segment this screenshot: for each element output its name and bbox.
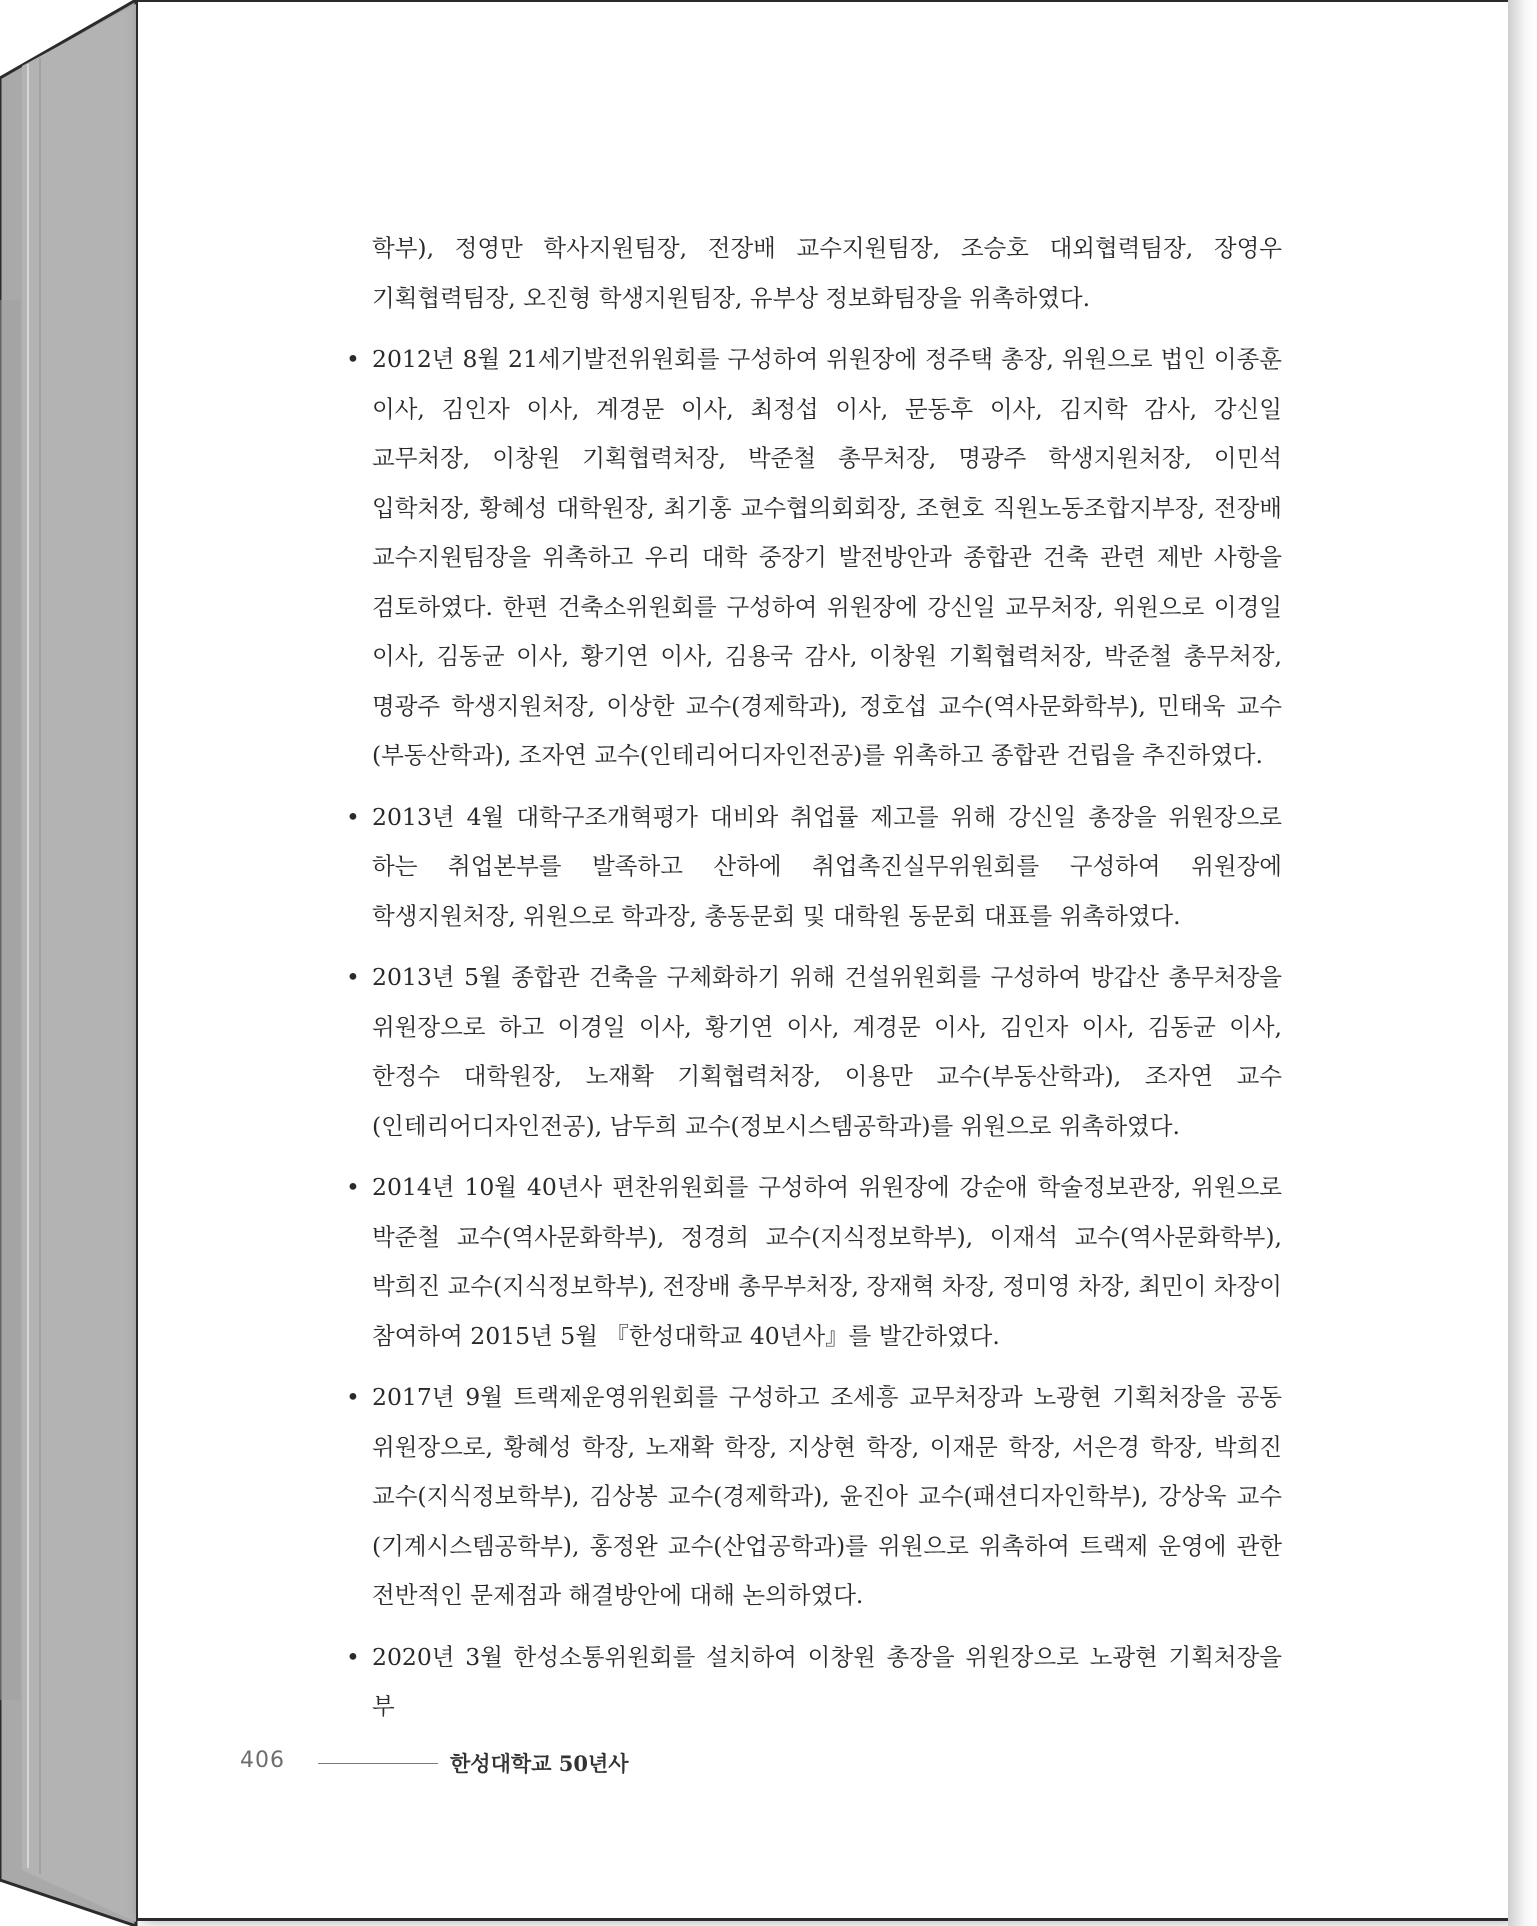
bullet-item xyxy=(346,953,1282,1151)
page-number: 406 xyxy=(240,1748,285,1773)
bullet-item xyxy=(346,1633,1282,1732)
page-edge-shadow xyxy=(1508,0,1537,1926)
bullet-item-text: 2013년 5월 종합관 건축을 구체화하기 위해 건설위원회를 구성하여 방갑산 총무처장을 위원장으로 하고 이경일 이사, 황기연 이사, 계경문 이사, 김인자 이사, 김동균 이사, 한정수 대학원장, 노재확 기획협력처장, 이용만 교수(부동산학과), 조자연 교수(인테리어디자인전공), 남두희 교수(정보시스템공학과)를 위원으로 위촉하였다. xyxy=(372,963,1282,1140)
bullet-marker: • xyxy=(346,1383,360,1411)
bullet-marker: • xyxy=(346,1642,360,1671)
bullet-item xyxy=(346,335,1282,781)
bullet-marker: • xyxy=(346,802,360,831)
paragraph-continuation xyxy=(346,224,1282,323)
bullet-item-text: 2013년 4월 대학구조개혁평가 대비와 취업률 제고를 위해 강신일 총장을 위원장으로 하는 취업본부를 발족하고 산하에 취업촉진실무위원회를 구성하여 위원장에 학생지원처장, 위원으로 학과장, 총동문회 및 대학원 동문회 대표를 위촉하였다. xyxy=(372,802,1282,930)
bullet-item-text: 2017년 9월 트랙제운영위원회를 구성하고 조세흥 교무처장과 노광현 기획처장을 공동 위원장으로, 황혜성 학장, 노재확 학장, 지상현 학장, 이재문 학장, 서은경 학장, 박희진 교수(지식정보학부), 김상봉 교수(경제학과), 윤진아 교수(패션디자인학부), 강상욱 교수(기계시스템공학부), 홍정완 교수(산업공학과)를 위원으로 위촉하여 트랙제 운영에 관한 전반적인 문제점과 해결방안에 대해 논의하였다. xyxy=(372,1383,1282,1609)
bullet-marker: • xyxy=(346,345,360,373)
bullet-item-text: 2012년 8월 21세기발전위원회를 구성하여 위원장에 정주택 총장, 위원으로 법인 이종훈 이사, 김인자 이사, 계경문 이사, 최정섭 이사, 문동후 이사, 김지학 감사, 강신일 교무처장, 이창원 기획협력처장, 박준철 총무처장, 명광주 학생지원처장, 이민석 입학처장, 황혜성 대학원장, 최기홍 교수협의회회장, 조현호 직원노동조합지부장, 전장배 교수지원팀장을 위촉하고 우리 대학 중장기 발전방안과 종합관 건축 관련 제반 사항을 검토하였다. 한편 건축소위원회를 구성하여 위원장에 강신일 교무처장, 위원으로 이경일 이사, 김동균 이사, 황기연 이사, 김용국 감사, 이창원 기획협력처장, 박준철 총무처장, 명광주 학생지원처장, 이상한 교수(경제학과), 정호섭 교수(역사문화학부), 민태욱 교수(부동산학과), 조자연 교수(인테리어디자인전공)를 위촉하고 종합관 건립을 추진하였다. xyxy=(372,345,1282,769)
bullet-item xyxy=(346,793,1282,942)
page-footer xyxy=(240,1748,840,1782)
page-body xyxy=(346,224,1282,1744)
bullet-item xyxy=(346,1373,1282,1621)
footer-divider xyxy=(318,1763,438,1764)
bullet-item-text: 2020년 3월 한성소통위원회를 설치하여 이창원 총장을 위원장으로 노광현 기획처장을 부 xyxy=(372,1642,1282,1720)
running-title: 한성대학교 50년사 xyxy=(450,1751,629,1776)
book-spine-illustration xyxy=(0,0,140,1926)
paragraph-text: 학부), 정영만 학사지원팀장, 전장배 교수지원팀장, 조승호 대외협력팀장, 장영우 기획협력팀장, 오진형 학생지원팀장, 유부상 정보화팀장을 위촉하였다. xyxy=(372,234,1282,312)
bullet-marker: • xyxy=(346,1173,360,1201)
bullet-item-text: 2014년 10월 40년사 편찬위원회를 구성하여 위원장에 강순애 학술정보관장, 위원으로 박준철 교수(역사문화학부), 정경희 교수(지식정보학부), 이재석 교수(역사문화학부), 박희진 교수(지식정보학부), 전장배 총무부처장, 장재혁 차장, 정미영 차장, 최민이 차장이 참여하여 2015년 5월 『한성대학교 40년사』를 발간하였다. xyxy=(372,1173,1282,1350)
bullet-item xyxy=(346,1163,1282,1361)
bullet-marker: • xyxy=(346,963,360,991)
